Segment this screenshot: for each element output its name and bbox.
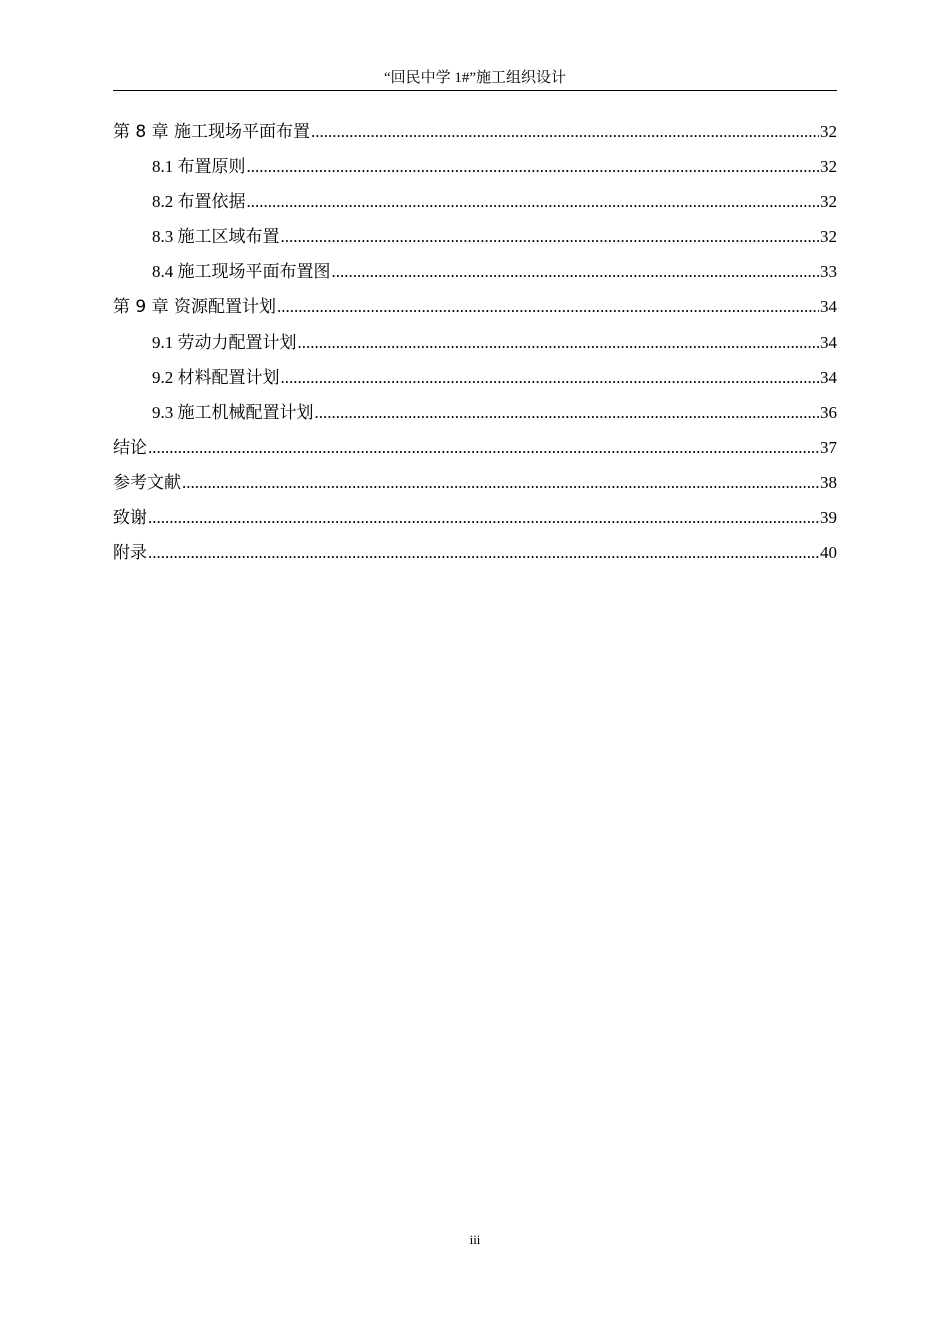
toc-entry-page: 40 (820, 543, 837, 563)
toc-dot-leader (148, 500, 819, 535)
header-title: “回民中学 1#”施工组织设计 (383, 70, 567, 86)
toc-entry-title: 8.4 施工现场平面布置图 (152, 262, 331, 282)
toc-dot-leader (311, 114, 819, 149)
toc-entry-page: 36 (820, 402, 837, 422)
toc-entry-page: 32 (820, 122, 837, 141)
toc-entry-page: 32 (820, 192, 837, 212)
toc-dot-leader (148, 430, 819, 465)
toc-entry-title: 8.2 布置依据 (152, 192, 246, 212)
toc-entry-page: 37 (820, 437, 837, 457)
toc-entry-page: 38 (820, 472, 837, 492)
toc-dot-leader (148, 535, 819, 570)
toc-dot-leader (247, 184, 820, 219)
toc-entry-9-3[interactable] (113, 395, 837, 430)
toc-entry-9-1[interactable] (113, 325, 837, 360)
toc-entry-8-4[interactable] (113, 254, 837, 289)
toc-entry-chapter-9[interactable] (113, 289, 837, 324)
toc-entry-title: 附录 (113, 543, 147, 564)
toc-entry-title: 8.1 布置原则 (152, 157, 246, 177)
toc-entry-title: 结论 (113, 437, 147, 458)
toc-dot-leader (247, 149, 820, 184)
toc-entry-title: 第 9 章 资源配置计划 (113, 297, 277, 318)
toc-dot-leader (281, 360, 820, 395)
toc-entry-page: 39 (820, 508, 837, 528)
table-of-contents (113, 114, 837, 570)
toc-entry-acknowledgements[interactable] (113, 500, 837, 535)
toc-entry-title: 9.2 材料配置计划 (152, 367, 280, 387)
toc-entry-page: 34 (820, 297, 837, 317)
toc-dot-leader (182, 465, 819, 500)
toc-dot-leader (281, 219, 820, 254)
toc-entry-title: 致谢 (113, 508, 147, 529)
toc-entry-appendix[interactable] (113, 535, 837, 570)
toc-dot-leader (298, 325, 820, 360)
toc-dot-leader (315, 395, 820, 430)
page-header (113, 66, 837, 91)
toc-dot-leader (277, 289, 819, 324)
toc-entry-8-3[interactable] (113, 219, 837, 254)
toc-entry-page: 34 (820, 367, 837, 387)
toc-entry-page: 33 (820, 262, 837, 282)
toc-entry-title: 9.1 劳动力配置计划 (152, 332, 297, 352)
toc-entry-chapter-8[interactable] (113, 114, 837, 149)
toc-entry-title: 参考文献 (113, 472, 181, 493)
toc-entry-9-2[interactable] (113, 360, 837, 395)
toc-entry-title: 第 8 章 施工现场平面布置 (113, 122, 311, 142)
toc-entry-8-2[interactable] (113, 184, 837, 219)
page-number: iii (469, 1232, 481, 1247)
toc-entry-8-1[interactable] (113, 149, 837, 184)
toc-entry-conclusion[interactable] (113, 430, 837, 465)
toc-entry-references[interactable] (113, 465, 837, 500)
toc-entry-page: 32 (820, 227, 837, 247)
toc-entry-page: 32 (820, 157, 837, 177)
toc-dot-leader (332, 254, 820, 289)
toc-entry-title: 8.3 施工区域布置 (152, 227, 280, 247)
toc-entry-page: 34 (820, 332, 837, 352)
toc-entry-title: 9.3 施工机械配置计划 (152, 402, 314, 422)
